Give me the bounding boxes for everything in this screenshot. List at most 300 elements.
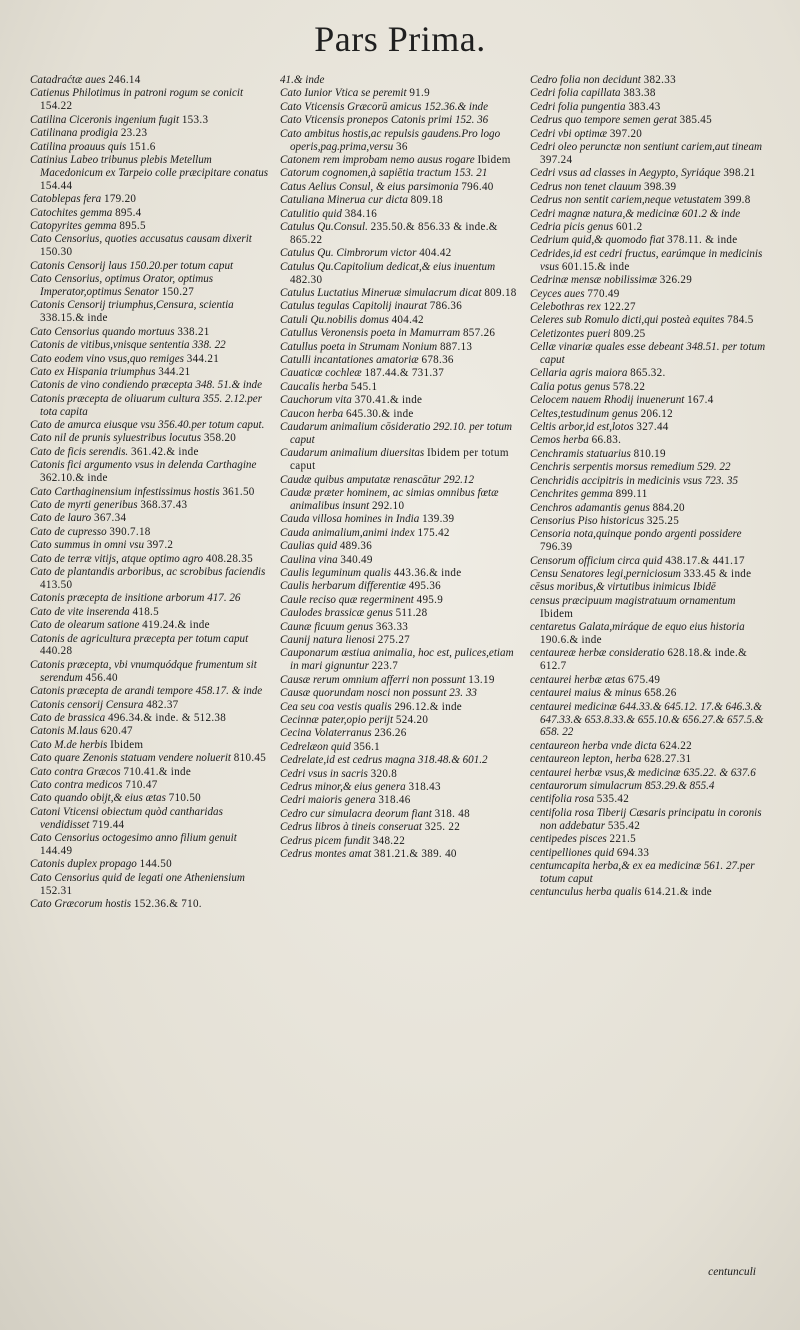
index-entry [530, 208, 770, 221]
index-entry-term: Cea seu coa vestis qualis [280, 700, 392, 713]
index-entry-reference: 419.24.& inde [142, 619, 210, 632]
index-entry-reference: 338.21 [177, 325, 210, 338]
index-entry [530, 488, 770, 501]
index-entry-term: census præcipuum magistratuum ornamentum [530, 594, 736, 607]
index-entry-reference: 784.5 [727, 314, 754, 327]
index-entry-term: Catadraćtæ aues [30, 74, 106, 86]
index-entry-term: Caucalis herba [280, 380, 349, 393]
index-entry [530, 101, 770, 114]
index-entry-term: Cecina Volaterranus [280, 727, 372, 740]
index-entry [280, 300, 520, 313]
index-entry-term: Cato Censorius octogesimo anno filium genuit [30, 832, 237, 845]
index-entry-term: Catienus Philotimus in patroni rogum se conicit [30, 87, 244, 100]
index-entry [30, 739, 270, 752]
index-entry-term: Cedrus quo tempore semen gerat [530, 114, 677, 127]
index-entry-term: Celebothras rex [530, 300, 601, 313]
index-entry [530, 701, 770, 740]
index-entry-reference: 397.2 [146, 539, 174, 552]
index-entry-term: Cato ex Hispania triumphus [30, 365, 156, 378]
index-entry [530, 793, 770, 806]
index-entry-term: Cato Carthaginensium infestissimus hostis [30, 485, 220, 498]
index-entry [530, 314, 770, 327]
index-entry [280, 567, 520, 580]
index-entry [280, 154, 520, 167]
index-entry [30, 806, 270, 832]
index-entry-term: Cauda animalium,animi index [280, 526, 415, 539]
index-entry-term: Cato de amurca eiusque vsu 356.40.per totum caput. [30, 419, 265, 432]
index-entry-term: Cato Vticensis Græcorū amicus 152.36.& inde [280, 100, 488, 113]
index-entry [280, 101, 520, 114]
index-entry-reference: 535.42 [596, 793, 630, 806]
index-entry [30, 725, 270, 738]
index-entry-term: Cedri folia pungentia [530, 100, 626, 113]
index-entry-term: Catonis Censorij laus 150.20.per totum caput [30, 259, 234, 272]
index-entry-reference: 122.27 [603, 300, 636, 313]
index-entry-term: Catus Aelius Consul, & eius parsimonia [280, 180, 459, 193]
catchword: centunculi [708, 1266, 756, 1278]
index-entry [530, 502, 770, 515]
index-entry-reference: 390.7.18 [109, 525, 151, 538]
index-entry [280, 447, 520, 473]
index-entry [280, 261, 520, 287]
index-entry-reference: 150.27 [161, 286, 195, 298]
index-entry-reference: 884.20 [652, 501, 685, 514]
index-entry [530, 515, 770, 528]
index-entry [280, 381, 520, 394]
index-entry-term: Catulus Qu.Consul. [280, 220, 368, 233]
index-entry-term: Cato de vite inserenda [30, 605, 130, 618]
index-entry [280, 794, 520, 807]
index-entry [30, 299, 270, 325]
index-entry [530, 595, 770, 621]
index-entry [30, 486, 270, 499]
index-entry-reference: 413.50 [40, 578, 73, 591]
index-entry [30, 233, 270, 259]
index-entry-reference: 645.30.& inde [345, 407, 414, 420]
index-entry-term: Causæ rerum omnium afferri non possunt [280, 673, 466, 686]
index-entry-reference: 719.44 [92, 818, 125, 831]
index-entry-term: Celetizontes pueri [530, 327, 611, 340]
index-entry-term: Catilina proauus quis [30, 140, 127, 153]
index-entry-term: Catonis præcepta de arandi tempore 458.17. & inde [30, 685, 263, 698]
index-entry [30, 832, 270, 858]
index-entry-term: Cenchramis statuarius [530, 447, 631, 460]
index-entry [30, 766, 270, 779]
index-entry-term: Calia potus genus [530, 380, 611, 393]
index-entry-term: Caulis herbarum differentiæ [280, 580, 406, 593]
index-entry-reference: 895.5 [119, 219, 146, 232]
index-entry [280, 727, 520, 740]
index-entry-reference: 318.46 [378, 794, 411, 807]
index-entry-term: Cenchris serpentis morsus remedium 529. 22 [530, 461, 731, 474]
index-entry-term: Cellæ vinariæ quales esse debeant 348.51. per totum caput [530, 341, 766, 367]
index-entry-term: Cedro cur simulacra deorum fiant [280, 807, 432, 820]
index-entry-term: Caudarum animalium diuersitas [280, 447, 425, 460]
index-entry [530, 167, 770, 180]
index-entry-term: centaurei herbæ vsus,& medicinæ 635.22. & 637.6 [530, 766, 756, 779]
index-entry-reference: 535.42 [607, 819, 641, 832]
index-entry-term: Catonis Censorij triumphus,Censura, scientia [30, 299, 234, 312]
index-entry [30, 260, 270, 273]
index-entry [530, 74, 770, 87]
index-entry-reference: 456.40 [85, 671, 118, 684]
index-entry-term: centumcapita herba,& ex ea medicinæ 561. 27.per totum caput [530, 859, 755, 885]
index-entry-term: Cedrelæon quid [280, 740, 351, 753]
index-entry [530, 621, 770, 647]
index-entry-term: Cato Græcorum hostis [30, 898, 132, 911]
index-entry [30, 512, 270, 525]
index-entry-reference: 628.27.31 [644, 753, 692, 766]
index-entry [280, 701, 520, 714]
index-entry-term: Catuli Qu.nobilis domus [280, 313, 389, 326]
index-entry [280, 634, 520, 647]
index-entry [30, 114, 270, 127]
index-entry-term: Cauchorum vita [280, 394, 352, 407]
index-entry-reference: 187.44.& 731.37 [364, 367, 445, 380]
index-entry [30, 379, 270, 392]
index-entry-reference: 370.41.& inde [354, 394, 423, 407]
index-entry-reference: 443.36.& inde [393, 567, 462, 580]
index-entry [530, 475, 770, 488]
index-entry-reference: 524.20 [395, 714, 429, 726]
index-entry-reference: Ibidem [477, 153, 511, 166]
index-entry-reference: 362.10.& inde [40, 472, 108, 485]
index-entry-term: Catonis duplex propago [30, 858, 137, 871]
index-entry-reference: Ibidem per totum caput [290, 447, 509, 473]
index-entry-reference: 344.21 [158, 365, 191, 378]
index-entry-term: Cato de olearum satione [30, 619, 140, 632]
index-entry [530, 767, 770, 780]
index-entry-reference: 296.12.& inde [394, 700, 463, 713]
index-entry [280, 194, 520, 207]
index-entry-term: Cedrus non sentit cariem,neque vetustatem [530, 194, 722, 207]
index-entry-term: centaureon lepton, herba [530, 753, 642, 766]
index-entry-reference: 810.45 [233, 752, 267, 765]
index-entry [280, 554, 520, 567]
index-entry-term: Cecinnæ pater,opio perijt [280, 714, 394, 726]
index-entry-term: Cato de cupresso [30, 525, 107, 538]
index-entry [280, 594, 520, 607]
index-entry-term: Cedrides,id est cedri fructus, earúmque in medicinis vsus [530, 247, 763, 273]
index-entry [530, 381, 770, 394]
index-entry [530, 568, 770, 581]
index-entry-reference: 397.24 [540, 153, 573, 166]
index-entry [280, 835, 520, 848]
index-entry [530, 740, 770, 753]
index-entry-term: Caudæ præter hominem, ac simias omnibus fœtæ animalibus insunt [280, 487, 499, 512]
index-entry-term: Cato summus in omni vsu [30, 539, 145, 552]
index-entry-reference: 378.11. & inde [667, 234, 738, 247]
index-entry-reference: 899.11 [615, 488, 648, 501]
index-entry-term: Catilinana prodigia [30, 127, 119, 140]
index-entry-term: Caulodes brassicæ genus [280, 607, 393, 620]
index-entry-term: Cedrinæ mensæ nobilissimæ [530, 274, 657, 287]
index-entry-reference: 275.27 [377, 634, 411, 647]
index-entry [280, 768, 520, 781]
index-entry [30, 659, 270, 685]
index-entry-reference: 325.25 [646, 514, 680, 527]
index-entry [280, 128, 520, 154]
index-entry-reference: 150.30 [40, 246, 73, 259]
index-entry-reference: 151.6 [129, 140, 156, 153]
index-entry-term: Cedrus libros à tineis conseruat [280, 821, 422, 834]
index-entry-reference: 810.19 [633, 447, 666, 460]
index-entry [530, 181, 770, 194]
index-entry [30, 220, 270, 233]
index-entry-term: Caunæ ficuum genus [280, 620, 374, 633]
index-entry-reference: 367.34 [94, 512, 127, 525]
index-entry-reference: 325. 22 [424, 821, 461, 834]
index-entry [280, 848, 520, 861]
index-entry [30, 592, 270, 605]
index-entry [280, 421, 520, 447]
index-entry-term: Cato de plantandis arboribus, ac scrobibus faciendis [30, 566, 266, 579]
index-entry [280, 208, 520, 221]
index-entry-reference: 167.4 [687, 394, 714, 407]
index-entry-reference: 694.33 [616, 846, 650, 859]
index-entry-term: Catonem rem improbam nemo ausus rogare [280, 153, 475, 166]
index-entry [280, 754, 520, 767]
index-entry [280, 808, 520, 821]
index-entry-reference: 796.40 [461, 180, 494, 193]
index-entry-reference: Ibidem [540, 607, 574, 620]
index-entry [30, 74, 270, 87]
index-entry-reference: 786.36 [429, 300, 463, 313]
index-entry-reference: 384.16 [344, 207, 378, 220]
index-entry-term: Catonis præcepta, vbi vnumquódque frumentum sit serendum [30, 658, 257, 684]
index-entry-term: Cato de ficis serendis. [30, 445, 129, 458]
index-entry [30, 553, 270, 566]
index-entry-reference: 361.50 [222, 485, 255, 498]
index-entry-reference: 236.26 [374, 727, 407, 740]
index-entry-term: Caulina vina [280, 553, 338, 566]
index-entry-term: Cato de myrti generibus [30, 499, 138, 511]
index-entry [280, 821, 520, 834]
index-entry-term: Cellaria agris maiora [530, 367, 628, 380]
index-column-2 [280, 74, 520, 1314]
index-entry [30, 459, 270, 485]
index-column-3 [530, 74, 770, 1314]
index-entry-term: Cauda villosa homines in India [280, 513, 420, 526]
index-entry [530, 301, 770, 314]
index-entry [280, 647, 520, 673]
index-entry-term: centifolia rosa Tiberij Cæsaris principatu in coronis non addebatur [530, 806, 762, 832]
index-entry-term: Cenchridis accipitris in medicinis vsus 723. 35 [530, 474, 738, 487]
index-entry-reference: 545.1 [350, 380, 378, 393]
index-entry [30, 566, 270, 592]
index-entry [30, 193, 270, 206]
index-entry-reference: 620.47 [100, 725, 133, 738]
index-entry [30, 699, 270, 712]
index-entry-reference: 235.50.& 856.33 & inde.& 865.22 [290, 220, 498, 246]
index-entry [280, 408, 520, 421]
index-entry-term: Celeres sub Romulo dicti,qui posteà equites [530, 314, 725, 327]
index-entry-term: Catulus tegulas Capitolij inaurat [280, 300, 428, 313]
index-entry-term: cēsus moribus,& virtutibus inimicus Ibidē [530, 581, 716, 594]
index-entry-reference: 614.21.& inde [644, 886, 713, 899]
index-entry [30, 353, 270, 366]
index-entry-term: Celocem nauem Rhodij inuenerunt [530, 394, 685, 407]
index-entry-reference: 348.22 [372, 834, 406, 847]
index-entry-term: Cedri vsus ad classes in Aegypto, Syriáque [530, 167, 721, 180]
index-entry-term: Catilina Ciceronis ingenium fugit [30, 113, 180, 126]
index-entry-reference: 809.18 [410, 194, 443, 207]
index-entry [30, 619, 270, 632]
index-entry [30, 898, 270, 911]
index-entry-term: Catonis præcepta de oliuarum cultura 355. 2.12.per tota capita [30, 392, 263, 418]
index-entry [30, 606, 270, 619]
index-entry-reference: 418.5 [132, 605, 159, 618]
index-entry-reference: 154.44 [40, 179, 73, 192]
index-entry-term: Catonis de vino condiendo præcepta 348. 51.& inde [30, 379, 263, 392]
index-entry-reference: 495.9 [416, 593, 444, 606]
index-entry-reference: 246.14 [108, 74, 141, 86]
index-entry-term: Cedrium quid,& quomodo fiat [530, 234, 665, 247]
index-entry-term: centaurei maius & minus [530, 687, 642, 700]
index-entry [530, 434, 770, 447]
index-entry [30, 366, 270, 379]
index-entry [530, 753, 770, 766]
index-entry-reference: 404.42 [419, 247, 452, 260]
index-entry-term: Caule reciso quæ regerminent [280, 593, 414, 606]
index-entry [530, 408, 770, 421]
index-entry [280, 781, 520, 794]
index-entry [280, 487, 520, 513]
index-entry-term: Cato eodem vino vsus,quo remiges [30, 352, 184, 365]
index-entry-reference: 152.31 [40, 884, 73, 897]
index-entry [530, 341, 770, 367]
index-entry-reference: 206.12 [640, 407, 673, 420]
index-entry-term: Cauaticæ cochleæ [280, 367, 362, 380]
index-entry-reference: 318.43 [408, 781, 441, 794]
index-entry [30, 633, 270, 659]
index-entry-reference: 154.22 [40, 100, 73, 113]
page-title: Pars Prima. [314, 19, 486, 59]
index-entry-reference: 628.18.& inde.& 612.7 [540, 647, 748, 673]
index-entry-term: Cedrus non tenet clauum [530, 180, 642, 193]
index-entry [30, 141, 270, 154]
index-entry-term: centipelliones quid [530, 846, 615, 859]
index-entry [530, 234, 770, 247]
index-entry-reference: 865.32. [630, 367, 666, 380]
index-entry-term: Cato M.de herbis [30, 738, 108, 751]
index-entry [530, 581, 770, 594]
index-entry-term: centifolia rosa [530, 793, 594, 806]
index-entry-reference: 356.1 [353, 740, 381, 753]
index-entry-term: Catonis de agricultura præcepta per totum caput [30, 632, 249, 645]
index-entry-reference: 382.33 [643, 74, 676, 86]
index-entry-term: centaurei herbæ ætas [530, 673, 626, 686]
index-entry-reference: 675.49 [627, 673, 661, 686]
index-entry-term: Causæ quorundam nosci non possunt 23. 33 [280, 687, 477, 700]
index-entry-reference: 223.7 [371, 660, 399, 673]
index-entry-term: Celtes,testudinum genus [530, 407, 638, 420]
index-entry-reference: 482.37 [146, 698, 179, 711]
index-entry-reference: 383.43 [628, 100, 661, 113]
index-entry-term: centaurorum simulacrum 853.29.& 855.4 [530, 780, 715, 793]
index-entry [530, 833, 770, 846]
index-entry-reference: 36 [396, 140, 408, 153]
index-entry-term: Catuliana Minerua cur dicta [280, 194, 408, 207]
index-entry-reference: 381.21.& 389. 40 [374, 848, 457, 861]
index-entry [280, 114, 520, 127]
index-entry [280, 167, 520, 180]
index-entry-term: Catonis de vitibus,vnisque sententia 338. 22 [30, 339, 226, 352]
index-entry-term: Catonis fici argumento vsus in delenda Carthagine [30, 459, 257, 472]
index-entry-term: Catullus poeta in Strumam Nonium [280, 340, 438, 353]
index-entry-reference: 404.42 [391, 313, 424, 326]
index-entry-reference: 438.17.& 441.17 [665, 554, 745, 567]
index-entry-term: Caucon herba [280, 407, 344, 420]
index-entry-term: Cato Iunior Vtica se peremit [280, 87, 407, 100]
index-entry-term: Caudæ quibus amputatæ renascātur 292.12 [280, 473, 475, 486]
index-entry-reference: 292.10 [372, 500, 405, 512]
index-entry-reference: 179.20 [103, 193, 137, 206]
index-entry [280, 354, 520, 367]
index-entry-reference: 318. 48 [434, 807, 470, 820]
index-entry-reference: 144.49 [40, 845, 73, 858]
index-entry-term: Ceyces aues [530, 287, 585, 300]
index-entry [280, 527, 520, 540]
index-entry [530, 367, 770, 380]
index-entry-term: Cato de terræ vitijs, atque optimo agro [30, 552, 204, 565]
index-entry-reference: 489.36 [339, 540, 373, 553]
index-entry [530, 421, 770, 434]
index-entry-term: Cauponarum æstiua animalia, hoc est, pulices,etiam in mari gignuntur [280, 647, 514, 673]
index-entry-reference: 139.39 [422, 513, 455, 526]
index-entry [280, 221, 520, 247]
index-entry [30, 273, 270, 299]
index-entry-reference: 344.21 [186, 352, 220, 365]
index-entry-term: Catulus Qu. Cimbrorum victor [280, 247, 417, 260]
index-entry [530, 128, 770, 141]
index-entry [530, 674, 770, 687]
index-entry [530, 528, 770, 554]
index-entry [280, 87, 520, 100]
index-entry-reference: 361.42.& inde [130, 445, 199, 458]
index-entry-term: Cedri magnæ natura,& medicinæ 601.2 & inde [530, 207, 741, 220]
index-entry-term: 41.& inde [280, 74, 325, 86]
index-entry [530, 807, 770, 833]
index-entry-reference: 358.20 [203, 432, 237, 445]
index-entry [30, 872, 270, 898]
index-entry [530, 87, 770, 100]
index-entry [530, 687, 770, 700]
index-entry [530, 860, 770, 886]
index-entry [30, 207, 270, 220]
index-entry [30, 432, 270, 445]
index-entry-reference: 398.39 [644, 180, 677, 193]
index-entry [530, 448, 770, 461]
index-entry-term: Censu Senatores legi,perniciosum [530, 568, 681, 581]
index-entry-term: Cenchrites gemma [530, 488, 613, 501]
index-entry [30, 127, 270, 140]
index-entry-term: Censorum officium circa quid [530, 554, 663, 567]
index-entry [530, 194, 770, 207]
index-entry-term: Catulus Qu.Capitolium dedicat,& eius inuentum [280, 260, 496, 273]
index-entry [280, 741, 520, 754]
index-entry-term: Cato Censorius quid de legati one Atheniensium [30, 871, 245, 884]
index-entry-term: centaretus Galata,miráque de equo eius historia [530, 621, 745, 634]
index-entry-term: Cedria picis genus [530, 220, 614, 233]
index-entry [30, 87, 270, 113]
index-entry [530, 288, 770, 301]
index-entry [30, 685, 270, 698]
index-entry [530, 141, 770, 167]
index-entry [530, 328, 770, 341]
index-entry-term: Cato Vticensis pronepos Catonis primi 152. 36 [280, 114, 489, 127]
index-entry-term: Catulitio quid [280, 207, 342, 220]
